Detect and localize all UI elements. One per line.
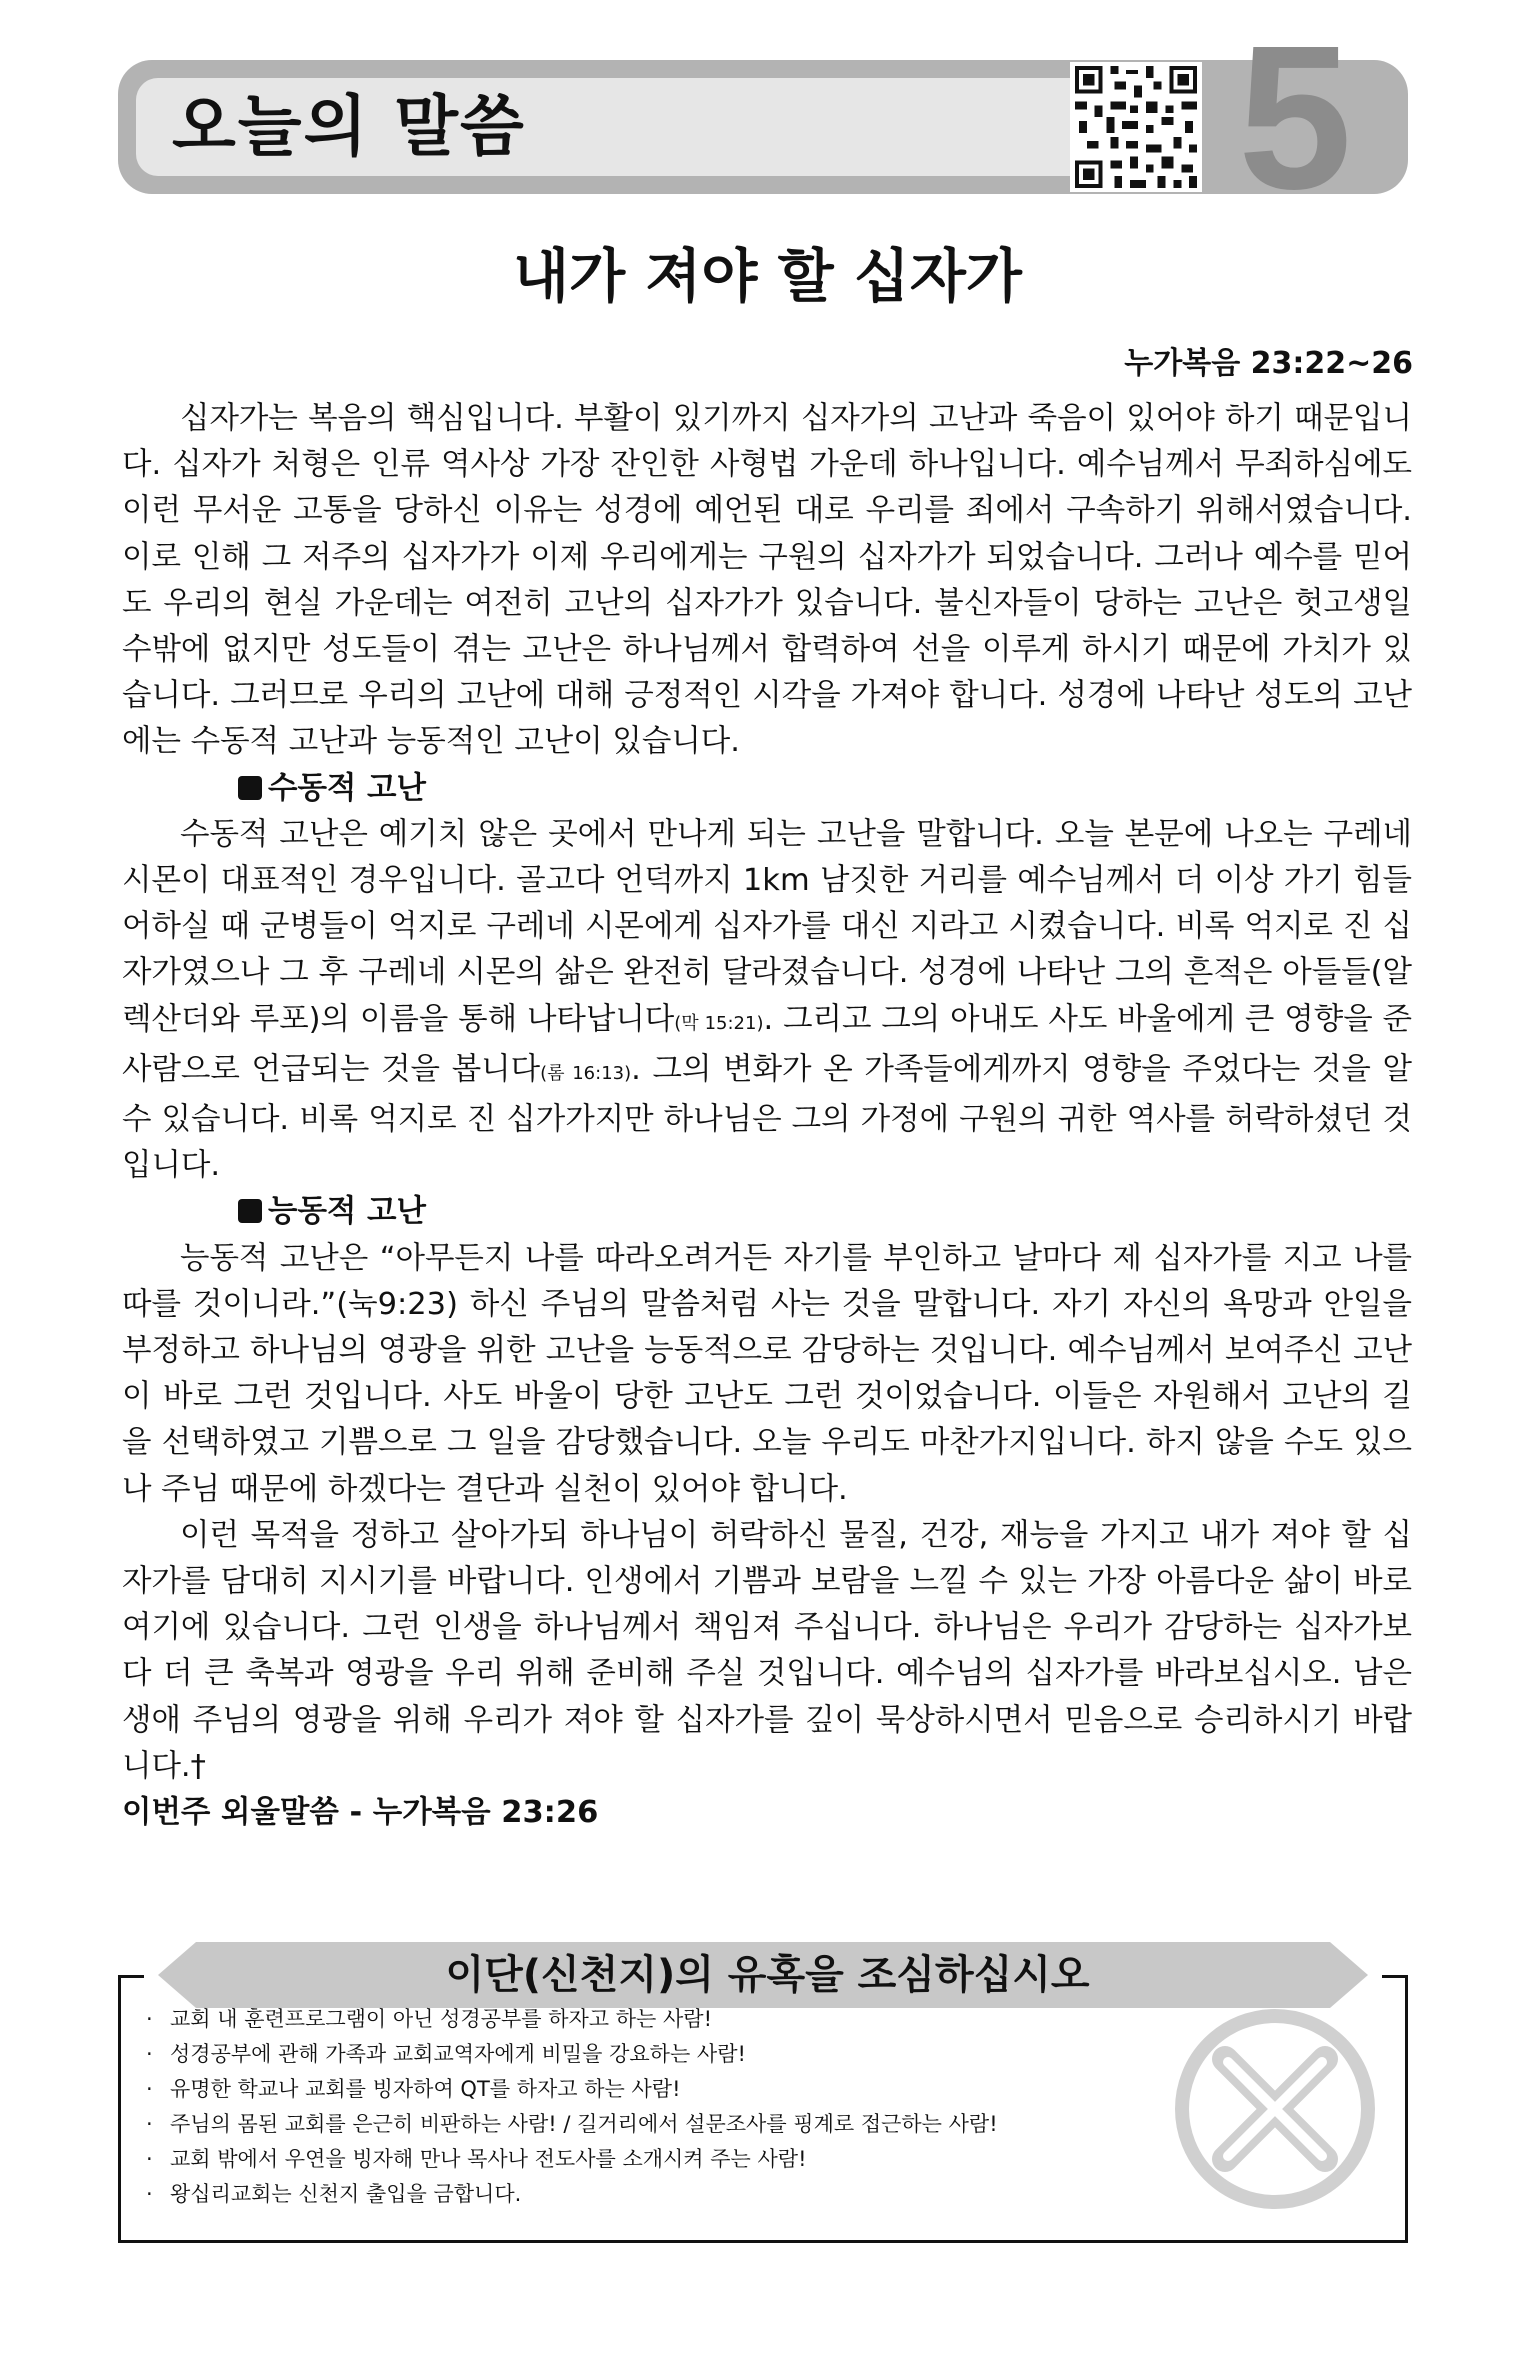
warning-title: 이단(신천지)의 유혹을 조심하십시오 xyxy=(445,1952,1090,1998)
page-number: 5 xyxy=(1238,3,1353,232)
sermon-title: 내가 져야 할 십자가 xyxy=(513,242,1022,310)
scripture-reference: 누가복음 23:22~26 xyxy=(1124,346,1413,381)
list-item: · 유명한 학교나 교회를 빙자하여 QT를 하자고 하는 사람! xyxy=(146,2072,1146,2107)
list-item: · 왕십리교회는 신천지 출입을 금합니다. xyxy=(146,2177,1146,2212)
paragraph-intro: 십자가는 복음의 핵심입니다. 부활이 있기까지 십자가의 고난과 죽음이 있어야 하기 때문입니다. 십자가 처형은 인류 역사상 가장 잔인한 사형법 가운데 하나입니다. 예수님께서 무죄하심에도 이런 무서운 고통을 당하신 이유는 성경에 예언된 대로 우리를 죄에서 구속하기 위해서였습니다. 이로 인해 그 저주의 십자가가 이제 우리에게는 구원의 십자가가 되었습니다. 그러나 예수를 믿어도 우리의 현실 가운데는 여전히 고난의 십자가가 있습니다. 불신자들이 당하는 고난은 헛고생일 수밖에 없지만 성도들이 겪는 고난은 하나님께서 합력하여 선을 이루게 하시기 때문에 가치가 있습니다. 그러므로 우리의 고난에 대해 긍정적인 시각을 가져야 합니다. 성경에 나타난 성도의 고난에는 수동적 고난과 능동적인 고난이 있습니다. xyxy=(122,401,1412,760)
subheading-active-suffering xyxy=(122,1189,1412,1235)
list-item: · 주님의 몸된 교회를 은근히 비판하는 사람! / 길거리에서 설문조사를 핑계로 접근하는 사람! xyxy=(146,2107,1146,2142)
sermon-body xyxy=(122,396,1412,1836)
list-item: · 성경공부에 관해 가족과 교회교역자에게 비밀을 강요하는 사람! xyxy=(146,2037,1146,2072)
qr-code-icon[interactable] xyxy=(1070,62,1202,192)
paragraph-passive xyxy=(122,812,1412,1190)
text-run: 수동적 고난은 예기치 않은 곳에서 만나게 되는 고난을 말합니다. 오늘 본문에 나오는 구레네 시몬이 대표적인 경우입니다. 골고다 언덕까지 1km 남짓한 거리를 예수님께서 더 이상 가기 힘들어하실 때 군병들이 억지로 구레네 시몬에게 십자가를 대신 지라고 시켰습니다. 비록 억지로 진 십자가였으나 그 후 구레네 시몬의 삶은 완전히 달라졌습니다. 성경에 나타난 그의 흔적은 아들들(알렉산더와 루포)의 이름을 통해 나타납니다 xyxy=(122,816,1412,1037)
paragraph-conclusion: 이런 목적을 정하고 살아가되 하나님이 허락하신 물질, 건강, 재능을 가지고 내가 져야 할 십자가를 담대히 지시기를 바랍니다. 인생에서 기쁨과 보람을 느낄 수 있는 가장 아름다운 삶이 바로 여기에 있습니다. 그런 인생을 하나님께서 책임져 주십니다. 하나님은 우리가 감당하는 십자가보다 더 큰 축복과 영광을 우리 위해 준비해 주실 것입니다. 예수님의 십자가를 바라보십시오. 남은 생애 주님의 영광을 위해 우리가 져야 할 십자가를 깊이 묵상하시면서 믿음으로 승리하시기 바랍니다.† xyxy=(122,1517,1412,1784)
warning-list xyxy=(146,2002,1146,2212)
text-run: . 그의 변화가 온 가족들에게까지 영향을 주었다는 것을 알 수 있습니다. 비록 억지로 진 십가가지만 하나님은 그의 가정에 구원의 귀한 역사를 허락하셨던 것입니다. xyxy=(122,1051,1412,1184)
subheading-passive-suffering xyxy=(122,766,1412,812)
verse-ref: (롬 16:13) xyxy=(540,1062,632,1084)
section-title: 오늘의 말씀 xyxy=(172,88,526,165)
paragraph-active: 능동적 고난은 “아무든지 나를 따라오려거든 자기를 부인하고 날마다 제 십자가를 지고 나를 따를 것이니라.”(눅9:23) 하신 주님의 말씀처럼 사는 것을 말합니다. 자기 자신의 욕망과 안일을 부정하고 하나님의 영광을 위한 고난을 능동적으로 감당하는 것입니다. 예수님께서 보여주신 고난이 바로 그런 것입니다. 사도 바울이 당한 고난도 그런 것이었습니다. 이들은 자원해서 고난의 길을 선택하였고 기쁨으로 그 일을 감당했습니다. 오늘 우리도 마찬가지입니다. 하지 않을 수도 있으나 주님 때문에 하겠다는 결단과 실천이 있어야 합니다. xyxy=(122,1240,1412,1507)
prohibited-x-icon xyxy=(1170,2004,1380,2214)
subheading-label: 능동적 고난 xyxy=(268,1194,426,1230)
subheading-label: 수동적 고난 xyxy=(268,770,426,806)
text-run: . 그리고 그의 아내도 사도 바울에게 큰 영향을 준 사람으로 언급되는 것을 봅니다 xyxy=(122,1001,1412,1087)
verse-ref: (막 15:21) xyxy=(674,1012,764,1034)
square-bullet-icon xyxy=(238,776,262,800)
list-item: · 교회 밖에서 우연을 빙자해 만나 목사나 전도사를 소개시켜 주는 사람! xyxy=(146,2142,1146,2177)
square-bullet-icon xyxy=(238,1199,262,1223)
memory-verse: 이번주 외울말씀 - 누가복음 23:26 xyxy=(122,1795,599,1831)
list-item: · 교회 내 훈련프로그램이 아닌 성경공부를 하자고 하는 사람! xyxy=(146,2002,1146,2037)
